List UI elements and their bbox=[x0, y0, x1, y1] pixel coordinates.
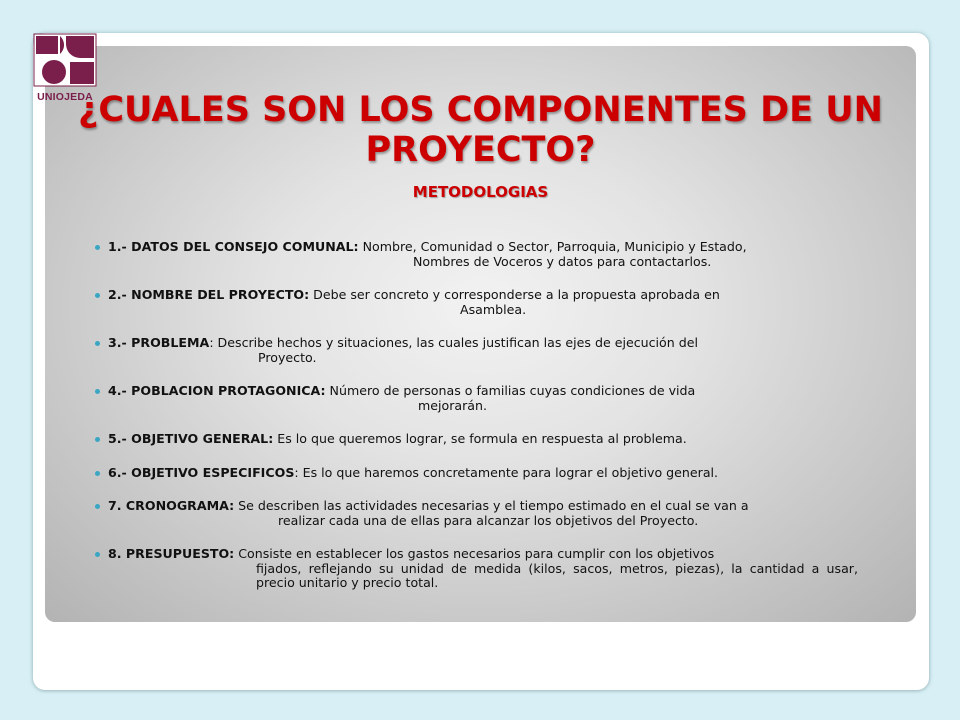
item-label: 4.- POBLACION PROTAGONICA: bbox=[108, 383, 326, 398]
list-item bbox=[108, 384, 858, 413]
list-item bbox=[108, 288, 858, 317]
list-item bbox=[108, 240, 858, 269]
page-title: ¿CUALES SON LOS COMPONENTES DE UN PROYECTO? bbox=[78, 90, 883, 170]
page-subtitle: METODOLOGIAS bbox=[412, 183, 549, 201]
item-text: Consiste en establecer los gastos necesarios para cumplir con los objetivos bbox=[234, 546, 715, 561]
item-continuation: realizar cada una de ellas para alcanzar los objetivos del Proyecto. bbox=[278, 512, 699, 528]
list-item bbox=[108, 432, 858, 447]
item-label: 1.- DATOS DEL CONSEJO COMUNAL: bbox=[108, 239, 359, 254]
item-continuation: Proyecto. bbox=[258, 349, 317, 365]
item-label: 5.- OBJETIVO GENERAL: bbox=[108, 431, 274, 446]
item-text: Nombre, Comunidad o Sector, Parroquia, Municipio y Estado, bbox=[358, 239, 747, 254]
item-label: 8. PRESUPUESTO: bbox=[108, 546, 235, 561]
list-item bbox=[108, 499, 858, 528]
item-text: Se describen las actividades necesarias y el tiempo estimado en el cual se van a bbox=[234, 498, 749, 513]
list-item bbox=[108, 547, 858, 591]
item-text: Debe ser concreto y corresponderse a la propuesta aprobada en bbox=[309, 287, 720, 302]
item-continuation: Asamblea. bbox=[460, 301, 527, 317]
item-continuation: mejorarán. bbox=[418, 397, 487, 413]
component-list bbox=[108, 240, 858, 610]
item-text: Es lo que queremos lograr, se formula en respuesta al problema. bbox=[273, 431, 687, 446]
uniojeda-logo-mark bbox=[30, 28, 100, 90]
item-text: : Describe hechos y situaciones, las cuales justifican las ejes de ejecución del bbox=[209, 335, 698, 350]
item-text: Número de personas o familias cuyas condiciones de vida bbox=[325, 383, 696, 398]
list-item bbox=[108, 466, 858, 481]
item-label: 6.- OBJETIVO ESPECIFICOS bbox=[108, 464, 295, 480]
item-continuation: Nombres de Voceros y datos para contactarlos. bbox=[413, 253, 712, 269]
item-text: : Es lo que haremos concretamente para lograr el objetivo general. bbox=[294, 464, 719, 480]
item-label: 2.- NOMBRE DEL PROYECTO: bbox=[108, 287, 310, 302]
list-item bbox=[108, 336, 858, 365]
item-continuation: fijados, reflejando su unidad de medida (kilos, sacos, metros, piezas), la cantidad a usar, precio unitario y precio total. bbox=[256, 560, 858, 590]
item-label: 3.- PROBLEMA bbox=[108, 335, 210, 350]
logo-text: UNIOJEDA bbox=[37, 91, 93, 103]
item-label: 7. CRONOGRAMA: bbox=[108, 498, 235, 513]
